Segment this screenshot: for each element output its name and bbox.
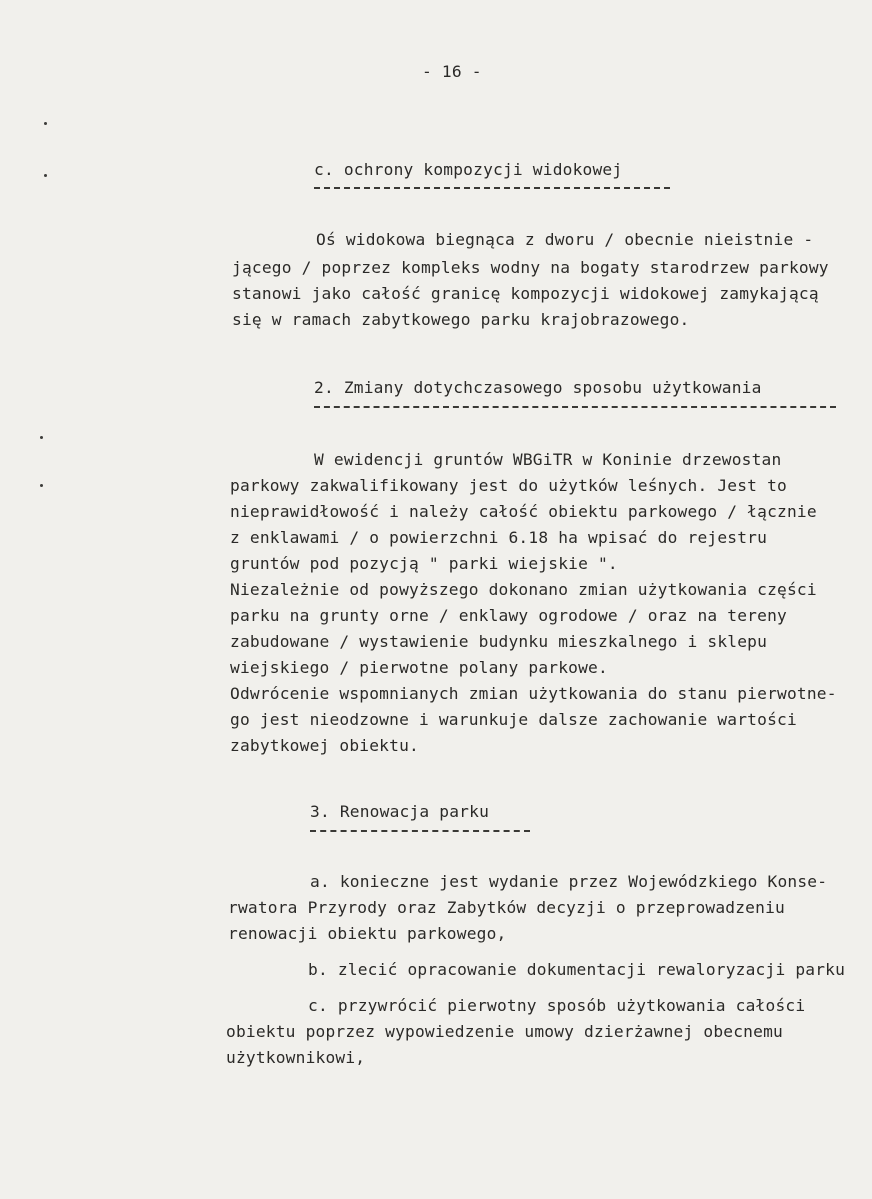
paragraph-line: gruntów pod pozycją " parki wiejskie ".	[230, 554, 618, 573]
section-3-heading: 3. Renowacja parku	[310, 802, 490, 821]
margin-mark	[40, 484, 43, 487]
paragraph-line: W ewidencji gruntów WBGiTR w Koninie drzewostan	[314, 450, 782, 469]
paragraph-line: parku na grunty orne / enklawy ogrodowe / oraz na tereny	[230, 606, 787, 625]
list-item-line: b. zlecić opracowanie dokumentacji rewaloryzacji parku	[308, 960, 846, 979]
list-item-line: a. konieczne jest wydanie przez Wojewódzkiego Konse-	[310, 872, 828, 891]
paragraph-line: wiejskiego / pierwotne polany parkowe.	[230, 658, 608, 677]
heading-underline	[310, 830, 530, 832]
margin-mark	[40, 436, 43, 439]
list-item-line: renowacji obiektu parkowego,	[228, 924, 507, 943]
page-number: - 16 -	[422, 62, 482, 81]
paragraph-line: z enklawami / o powierzchni 6.18 ha wpisać do rejestru	[230, 528, 768, 547]
margin-mark	[44, 174, 47, 177]
list-item-line: obiektu poprzez wypowiedzenie umowy dzierżawnej obecnemu	[226, 1022, 783, 1041]
paragraph-line: Oś widokowa biegnąca z dworu / obecnie nieistnie -	[316, 230, 814, 249]
paragraph-line: parkowy zakwalifikowany jest do użytków leśnych. Jest to	[230, 476, 787, 495]
list-item-line: c. przywrócić pierwotny sposób użytkowania całości	[308, 996, 806, 1015]
paragraph-line: zabudowane / wystawienie budynku mieszkalnego i sklepu	[230, 632, 768, 651]
list-item-line: użytkownikowi,	[226, 1048, 366, 1067]
paragraph-line: nieprawidłowość i należy całość obiektu parkowego / łącznie	[230, 502, 817, 521]
paragraph-line: Odwrócenie wspomnianych zmian użytkowania do stanu pierwotne-	[230, 684, 837, 703]
heading-underline	[314, 187, 670, 189]
paragraph-line: stanowi jako całość granicę kompozycji widokowej zamykającą	[232, 284, 819, 303]
paragraph-line: zabytkowej obiektu.	[230, 736, 419, 755]
section-2-heading: 2. Zmiany dotychczasowego sposobu użytkowania	[314, 378, 762, 397]
paragraph-line: jącego / poprzez kompleks wodny na bogaty starodrzew parkowy	[232, 258, 829, 277]
heading-underline	[314, 406, 836, 408]
paragraph-line: go jest nieodzowne i warunkuje dalsze zachowanie wartości	[230, 710, 797, 729]
paragraph-line: Niezależnie od powyższego dokonano zmian użytkowania części	[230, 580, 817, 599]
margin-mark	[44, 122, 47, 125]
paragraph-line: się w ramach zabytkowego parku krajobrazowego.	[232, 310, 690, 329]
section-c-heading: c. ochrony kompozycji widokowej	[314, 160, 623, 179]
list-item-line: rwatora Przyrody oraz Zabytków decyzji o przeprowadzeniu	[228, 898, 785, 917]
